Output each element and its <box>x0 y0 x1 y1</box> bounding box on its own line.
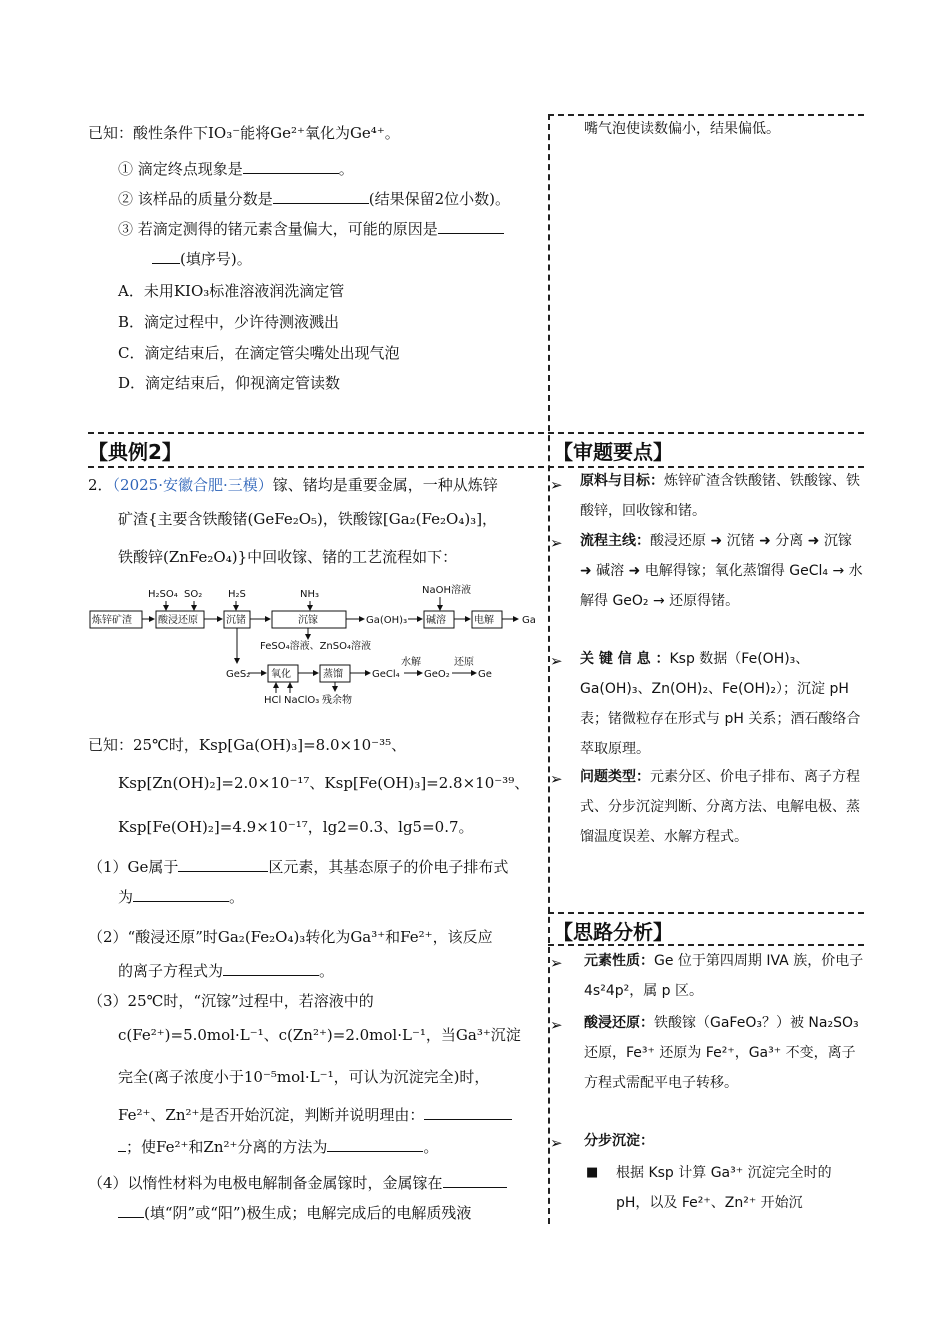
question-source: （2025·安徽合肥·三模） <box>112 476 273 494</box>
known-label: 已知：25℃时， <box>88 736 199 754</box>
intro-text: 镓、锗均是重要金属，一种从炼锌 <box>272 476 498 494</box>
question-3-text: ③ 若滴定测得的锗元素含量偏大，可能的原因是 <box>118 220 438 238</box>
review-item-1 <box>580 466 864 526</box>
analysis-key: 元素性质： <box>584 953 654 969</box>
flow-label: GeO₂ <box>424 669 450 680</box>
part-3-line-5 <box>118 1136 438 1158</box>
review-item-2 <box>580 526 864 616</box>
flow-label: HCl <box>264 695 282 706</box>
answer-blank[interactable] <box>223 961 319 976</box>
flow-label: 沉锗 <box>226 615 246 626</box>
process-flow-diagram <box>88 583 543 713</box>
answer-blank[interactable] <box>152 249 180 264</box>
part-4-cont <box>118 1202 471 1224</box>
review-item-3 <box>580 644 864 764</box>
ksp-line-1 <box>88 734 406 756</box>
flow-label: Ga(OH)₃ <box>366 615 408 626</box>
part-2: （2）“酸浸还原”时Ga₂(Fe₂O₄)₃转化为Ga³⁺和Fe²⁺，该反应 <box>88 928 493 946</box>
example-intro-3: 铁酸锌(ZnFe₂O₄)}中回收镓、锗的工艺流程如下： <box>118 548 458 566</box>
flow-label: Ge <box>478 669 492 680</box>
section-review: 【审题要点】 <box>553 440 673 464</box>
flow-label: 炼锌矿渣 <box>92 615 132 626</box>
review-text: 炼锌矿渣含铁酸锗、铁酸镓、铁酸锌，回收镓和锗。 <box>580 473 860 519</box>
option-a: A．未用KIO₃标准溶液润洗滴定管 <box>118 282 345 300</box>
part-3: （3）25℃时，“沉镓”过程中，若溶液中的 <box>88 992 374 1010</box>
part-1-text: （1）Ge属于 <box>88 858 179 876</box>
flow-label: 残余物 <box>322 695 352 706</box>
question-2-text: ② 该样品的质量分数是 <box>118 190 273 208</box>
review-item-4 <box>580 762 864 852</box>
example-intro-2: 矿渣{主要含铁酸锗(GeFe₂O₅)，铁酸镓[Ga₂(Fe₂O₄)₃]， <box>118 510 498 528</box>
flow-label: 沉镓 <box>298 615 318 626</box>
flow-label: H₂S <box>228 589 246 600</box>
answer-blank[interactable] <box>118 1203 144 1218</box>
question-number: 2． <box>88 476 113 494</box>
option-b: B．滴定过程中，少许待测液溅出 <box>118 313 340 331</box>
analysis-item-2 <box>584 1008 864 1098</box>
flow-label: FeSO₄溶液、ZnSO₄溶液 <box>260 641 372 652</box>
analysis-item-3 <box>584 1126 864 1156</box>
flow-label: 氧化 <box>271 669 291 680</box>
example-intro-1 <box>88 474 498 496</box>
analysis-sub-item: 根据 Ksp 计算 Ga³⁺ 沉淀完全时的 pH，以及 Fe²⁺、Zn²⁺ 开始沉 <box>616 1165 832 1211</box>
part-2-text: 的离子方程式为 <box>118 962 224 980</box>
answer-blank[interactable] <box>178 857 268 872</box>
flow-label: 蒸馏 <box>323 669 343 680</box>
question-2 <box>118 188 510 210</box>
flow-label: GeS₂ <box>226 669 251 680</box>
question-3 <box>118 218 504 240</box>
flow-label: 还原 <box>454 657 474 668</box>
square-bullet-icon: ■ <box>586 1165 599 1180</box>
review-text: 酸浸还原 ➜ 沉锗 ➜ 分离 ➜ 沉镓 ➜ 碱溶 ➜ 电解得镓；氧化蒸馏得 GeCl₄ → 水解得 GeO₂ → 还原得锗。 <box>580 533 863 609</box>
bullet-arrow-icon: ➢ <box>550 770 563 788</box>
part-2-cont <box>118 960 334 982</box>
analysis-key: 分步沉淀： <box>584 1133 654 1149</box>
part-2-end: 。 <box>319 962 335 980</box>
flow-label: 水解 <box>401 657 421 668</box>
flow-label: NaClO₃ <box>284 695 320 706</box>
part-4 <box>88 1172 507 1194</box>
flow-label: 电解 <box>474 615 494 626</box>
option-c: C．滴定结束后，在滴定管尖嘴处出现气泡 <box>118 344 400 362</box>
answer-blank[interactable] <box>243 159 339 174</box>
answer-blank[interactable] <box>327 1137 423 1152</box>
answer-blank[interactable] <box>133 887 229 902</box>
answer-blank[interactable] <box>438 219 504 234</box>
ksp-line-2: Ksp[Zn(OH)₂]=2.0×10⁻¹⁷、Ksp[Fe(OH)₃]=2.8×10⁻³⁹、 <box>118 774 530 792</box>
option-d: D．滴定结束后，仰视滴定管读数 <box>118 374 341 392</box>
flow-label: 酸浸还原 <box>158 615 198 626</box>
ksp-ga: Ksp[Ga(OH)₃]=8.0×10⁻³⁵、 <box>198 736 407 754</box>
bullet-arrow-icon: ➢ <box>550 954 563 972</box>
bullet-arrow-icon: ➢ <box>550 1134 563 1152</box>
review-key: 流程主线： <box>580 533 650 549</box>
flow-label: SO₂ <box>184 589 203 600</box>
part-3-line-2: c(Fe²⁺)=5.0mol·L⁻¹、c(Zn²⁺)=2.0mol·L⁻¹，当Ga³⁺沉淀 <box>118 1026 521 1044</box>
question-1-end: 。 <box>338 160 354 178</box>
flow-label: NH₃ <box>300 589 320 600</box>
prior-answer-tail: 嘴气泡使读数偏小，结果偏低。 <box>584 121 780 137</box>
part-3-text: ；使Fe²⁺和Zn²⁺分离的方法为 <box>126 1138 328 1156</box>
review-key: 原料与目标： <box>580 473 664 489</box>
answer-blank[interactable] <box>118 1137 126 1152</box>
analysis-key: 酸浸还原： <box>584 1015 654 1031</box>
part-1-end: 。 <box>229 888 245 906</box>
question-3-end: (填序号)。 <box>180 250 252 268</box>
section-analysis: 【思路分析】 <box>553 920 673 944</box>
part-1 <box>88 856 508 878</box>
answer-blank[interactable] <box>273 189 369 204</box>
bullet-arrow-icon: ➢ <box>550 534 563 552</box>
section-divider-top <box>88 432 864 434</box>
known-condition: 已知：酸性条件下IO₃⁻能将Ge²⁺氧化为Ge⁴⁺。 <box>88 124 400 142</box>
analysis-text: Ge 位于第四周期 IVA 族，价电子 4s²4p²，属 p 区。 <box>584 953 864 999</box>
flow-label: 碱溶 <box>426 615 446 626</box>
flow-label: NaOH溶液 <box>422 585 471 596</box>
ksp-line-3: Ksp[Fe(OH)₂]=4.9×10⁻¹⁷，lg2=0.3、lg5=0.7。 <box>118 818 474 836</box>
answer-blank[interactable] <box>424 1105 512 1120</box>
flow-label: H₂SO₄ <box>148 589 178 600</box>
flow-label: GeCl₄ <box>372 669 400 680</box>
question-1-text: ① 滴定终点现象是 <box>118 160 243 178</box>
question-1 <box>118 158 354 180</box>
analysis-item-1 <box>584 946 864 1006</box>
part-4-text: （4）以惰性材料为电极电解制备金属镓时，金属镓在 <box>88 1174 443 1192</box>
question-3-cont <box>152 248 252 270</box>
review-text: 元素分区、价电子排布、离子方程式、分步沉淀判断、分离方法、电解电极、蒸馏温度误差、水解方程式。 <box>580 769 860 845</box>
question-2-end: (结果保留2位小数)。 <box>368 190 511 208</box>
part-1-text: 为 <box>118 888 134 906</box>
review-text: Ksp 数据（Fe(OH)₃、Ga(OH)₃、Zn(OH)₂、Fe(OH)₂）；沉淀 pH 表；锗微粒存在形式与 pH 关系；酒石酸络合萃取原理。 <box>580 651 861 757</box>
part-1-cont <box>118 886 244 908</box>
bullet-arrow-icon: ➢ <box>550 652 563 670</box>
part-4-text: (填“阴”或“阳”)极生成；电解完成后的电解质残液 <box>144 1204 472 1222</box>
analysis-text: 铁酸镓（GaFeO₃？）被 Na₂SO₃ 还原，Fe³⁺ 还原为 Fe²⁺，Ga³⁺ 不变，离子方程式需配平电子转移。 <box>584 1015 859 1091</box>
bullet-arrow-icon: ➢ <box>550 1016 563 1034</box>
flow-label: Ga <box>522 615 536 626</box>
review-key: 问题类型： <box>580 769 650 785</box>
part-3-text: Fe²⁺、Zn²⁺是否开始沉淀，判断并说明理由： <box>118 1106 425 1124</box>
answer-blank[interactable] <box>443 1173 507 1188</box>
section-example: 【典例2】 <box>88 440 182 464</box>
part-1-text: 区元素，其基态原子的价电子排布式 <box>268 858 509 876</box>
part-3-line-4 <box>118 1104 512 1126</box>
part-3-end: 。 <box>423 1138 439 1156</box>
review-key: 关 键 信 息 ： <box>580 651 670 667</box>
bullet-arrow-icon: ➢ <box>550 476 563 494</box>
part-3-line-3: 完全(离子浓度小于10⁻⁵mol·L⁻¹，可认为沉淀完全)时， <box>118 1068 490 1086</box>
analysis-divider-top <box>548 912 864 914</box>
